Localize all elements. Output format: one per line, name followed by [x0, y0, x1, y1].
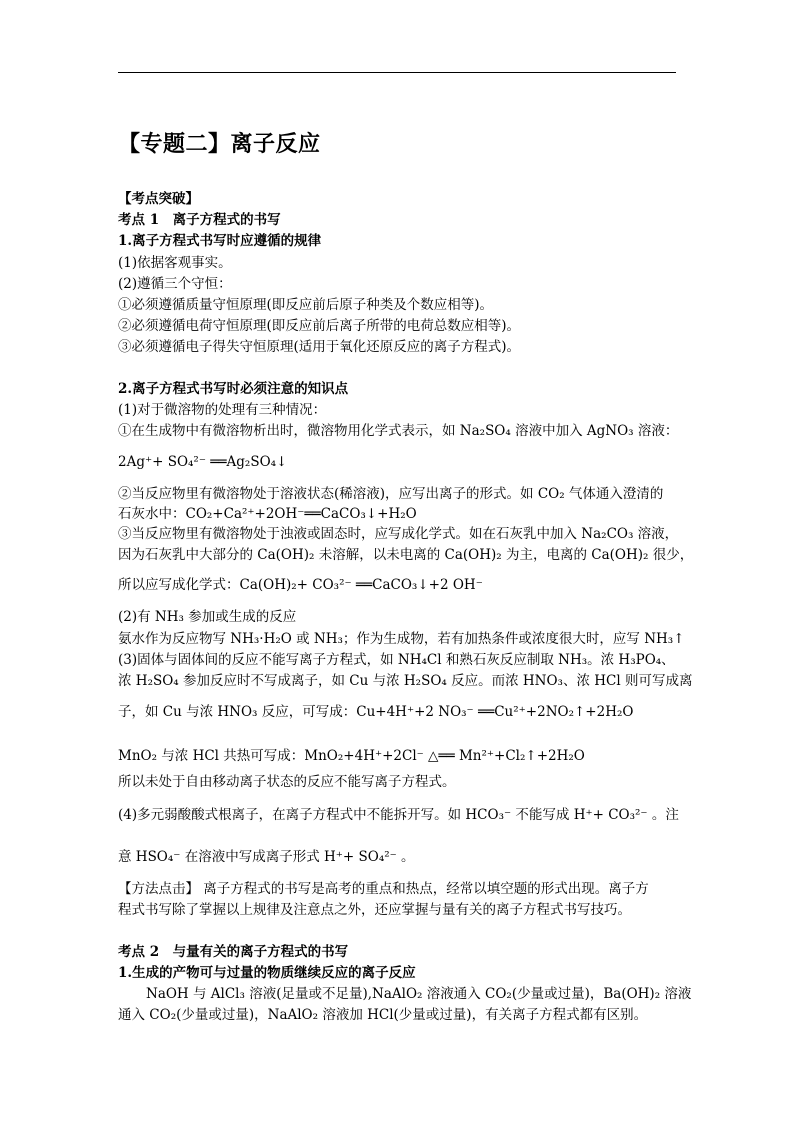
subheading: 1.生成的产物可与过量的物质继续反应的离子反应 — [118, 965, 416, 981]
text-line: (1)依据客观事实。 — [118, 255, 232, 271]
text-line: (2)有 NH₃ 参加或生成的反应 — [118, 609, 297, 625]
topic-heading: 考点 1 离子方程式的书写 — [118, 212, 281, 228]
text-line: ②必须遵循电荷守恒原理(即反应前后离子所带的电荷总数应相等)。 — [118, 318, 521, 334]
equation-line: 所以应写成化学式：Ca(OH)₂+ CO₃²⁻ ══CaCO₃↓+2 OH⁻ — [118, 577, 483, 593]
method-note: 【方法点击】 离子方程式的书写是高考的重点和热点，经常以填空题的形式出现。离子方 — [118, 881, 649, 897]
text-line: ①必须遵循质量守恒原理(即反应前后原子种类及个数应相等)。 — [118, 297, 494, 313]
text-line: 通入 CO₂(少量或过量)，NaAlO₂ 溶液加 HCl(少量或过量)，有关离子方程式都有区别。 — [118, 1007, 648, 1023]
equation-line: 2Ag⁺+ SO₄²⁻ ══Ag₂SO₄↓ — [118, 454, 288, 470]
text-line: NaOH 与 AlCl₃ 溶液(足量或不足量),NaAlO₂ 溶液通入 CO₂(少量或过量)，Ba(OH)₂ 溶液 — [146, 986, 692, 1002]
subheading: 2.离子方程式书写时必须注意的知识点 — [118, 381, 349, 397]
section-label: 【考点突破】 — [118, 191, 199, 207]
text-line: (3)固体与固体间的反应不能写离子方程式，如 NH₄Cl 和熟石灰反应制取 NH₃。浓 H₃PO₄、 — [118, 652, 675, 668]
header-rule — [118, 72, 676, 73]
text-line: ③当反应物里有微溶物处于浊液或固态时，应写成化学式。如在石灰乳中加入 Na₂CO₃ 溶液， — [118, 526, 679, 542]
text-line: 浓 H₂SO₄ 参加反应时不写成离子，如 Cu 与浓 H₂SO₄ 反应。而浓 HNO₃、浓 HCl 则可写成离 — [118, 673, 693, 689]
text-line: ②当反应物里有微溶物处于溶液状态(稀溶液)，应写出离子的形式。如 CO₂ 气体通入澄清的 — [118, 486, 664, 502]
equation-line: MnO₂ 与浓 HCl 共热可写成：MnO₂+4H⁺+2Cl⁻ △══ Mn²⁺+Cl₂↑+2H₂O — [118, 748, 585, 764]
equation-line: 子，如 Cu 与浓 HNO₃ 反应，可写成：Cu+4H⁺+2 NO₃⁻ ══Cu²⁺+2NO₂↑+2H₂O — [118, 704, 634, 720]
method-note: 程式书写除了掌握以上规律及注意点之外，还应掌握与量有关的离子方程式书写技巧。 — [118, 902, 631, 918]
text-line: 氨水作为反应物写 NH₃·H₂O 或 NH₃；作为生成物，若有加热条件或浓度很大时，应写 NH₃↑ — [118, 631, 685, 647]
text-line: 意 HSO₄⁻ 在溶液中写成离子形式 H⁺+ SO₄²⁻ 。 — [118, 849, 415, 865]
text-line: ①在生成物中有微溶物析出时，微溶物用化学式表示，如 Na₂SO₄ 溶液中加入 AgNO₃ 溶液： — [118, 423, 679, 439]
text-line: 因为石灰乳中大部分的 Ca(OH)₂ 未溶解，以未电离的 Ca(OH)₂ 为主，电离的 Ca(OH)₂ 很少， — [118, 547, 694, 563]
text-line: (4)多元弱酸酸式根离子，在离子方程式中不能拆开写。如 HCO₃⁻ 不能写成 H⁺+ CO₃²⁻ 。注 — [118, 807, 679, 823]
equation-line: 石灰水中：CO₂+Ca²⁺+2OH⁻══CaCO₃↓+H₂O — [118, 506, 417, 522]
text-line: (1)对于微溶物的处理有三种情况： — [118, 402, 327, 418]
text-line: ③必须遵循电子得失守恒原理(适用于氧化还原反应的离子方程式)。 — [118, 339, 521, 355]
page-title: 【专题二】离子反应 — [118, 132, 321, 157]
text-line: 所以未处于自由移动离子状态的反应不能写离子方程式。 — [118, 774, 456, 790]
topic-heading: 考点 2 与量有关的离子方程式的书写 — [118, 944, 349, 960]
text-line: (2)遵循三个守恒： — [118, 276, 232, 292]
subheading: 1.离子方程式书写时应遵循的规律 — [118, 233, 322, 249]
